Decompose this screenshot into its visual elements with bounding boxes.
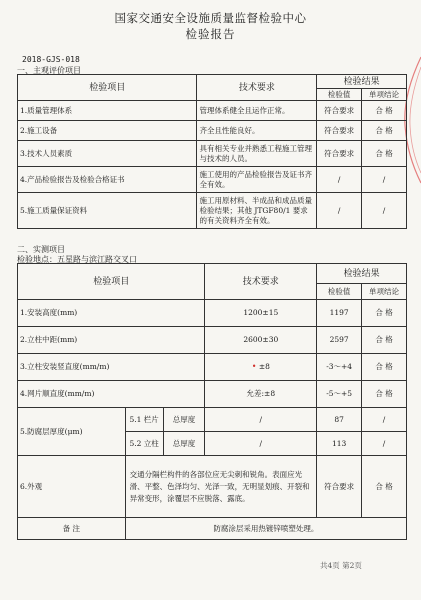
row-requirement: 齐全且性能良好。: [197, 121, 317, 141]
section1-label: 一、主观评价项目: [17, 66, 81, 75]
inspection-location: 检验地点：五星路与滨江路交叉口: [17, 255, 137, 264]
row-conclusion: /: [362, 167, 407, 193]
col-header-conclusion: 单项结论: [362, 284, 407, 300]
row-item: 3.技术人员素质: [18, 141, 197, 167]
row-requirement: 管理体系健全且运作正常。: [197, 101, 317, 121]
row-requirement: /: [205, 408, 317, 432]
row-requirement: 施工用原材料、半成品和成品质量检验结果；其他 JTGF80/1 要求的有关资料齐全有效。: [197, 193, 317, 229]
row-value: /: [317, 167, 362, 193]
col-header-result: 检验结果: [317, 75, 407, 89]
col-header-item: 检验项目: [18, 264, 205, 300]
section2-label: 二、实测项目: [17, 245, 65, 254]
row-value: 符合要求: [317, 141, 362, 167]
table-row: [18, 381, 407, 408]
row-part: 5.1 栏片: [125, 408, 163, 432]
row-value: 符合要求: [317, 456, 362, 518]
row-conclusion: 合 格: [362, 456, 407, 518]
row-item: 4.产品检验报告及检验合格证书: [18, 167, 197, 193]
row-item: 6.外观: [18, 456, 126, 518]
col-header-requirement: 技术要求: [197, 75, 317, 101]
row-item: 5.施工质量保证资料: [18, 193, 197, 229]
col-header-result: 检验结果: [317, 264, 407, 284]
table-row: [18, 300, 407, 327]
col-header-value: 检验值: [317, 284, 362, 300]
row-requirement: 2600±30: [205, 327, 317, 354]
row-conclusion: 合 格: [362, 101, 407, 121]
document-number: 2018-GJS-018: [22, 55, 80, 64]
table-row: [18, 518, 407, 540]
row-metric: 总厚度: [163, 432, 205, 456]
row-requirement: 施工使用的产品检验报告及证书齐全有效。: [197, 167, 317, 193]
row-item: 5.防腐层厚度(μm): [18, 408, 126, 456]
page-number: 共4页 第2页: [320, 561, 362, 570]
col-header-value: 检验值: [317, 89, 362, 101]
row-item: 3.立柱安装竖直度(mm/m): [18, 354, 205, 381]
row-item: 2.立柱中距(mm): [18, 327, 205, 354]
report-subtitle: 检验报告: [185, 27, 236, 41]
table-row: [18, 327, 407, 354]
row-value: 87: [317, 408, 362, 432]
measured-items-table: [17, 263, 407, 540]
row-conclusion: 合 格: [362, 121, 407, 141]
table-row: [18, 141, 407, 167]
row-item: 1.安装高度(mm): [18, 300, 205, 327]
row-requirement: [205, 354, 317, 381]
report-title: 国家交通安全设施质量监督检验中心: [114, 11, 307, 25]
row-requirement: 交通分隔栏构件的各部位应无尖刺和锐角。表面应光滑、平整、色泽均匀、光泽一致，无明显划痕、开裂和异常变形，涂覆层不应脱落、露底。: [125, 456, 317, 518]
row-value: /: [317, 193, 362, 229]
row-value: 1197: [317, 300, 362, 327]
table-row: [18, 121, 407, 141]
row-requirement: 具有相关专业并熟悉工程施工管理与技术的人员。: [197, 141, 317, 167]
row-item: 1.质量管理体系: [18, 101, 197, 121]
col-header-requirement: 技术要求: [205, 264, 317, 300]
col-header-item: 检验项目: [18, 75, 197, 101]
ink-dot-icon: •: [251, 362, 257, 371]
row-conclusion: /: [362, 193, 407, 229]
table-row: [18, 167, 407, 193]
row-conclusion: 合 格: [362, 354, 407, 381]
row-value: -5～+5: [317, 381, 362, 408]
row-conclusion: 合 格: [362, 300, 407, 327]
row-value: 符合要求: [317, 121, 362, 141]
table-row: [18, 354, 407, 381]
row-conclusion: /: [362, 408, 407, 432]
table-row: [18, 193, 407, 229]
row-metric: 总厚度: [163, 408, 205, 432]
row-requirement: /: [205, 432, 317, 456]
row-requirement: 允差:±8: [205, 381, 317, 408]
requirement-text: ±8: [258, 362, 270, 371]
row-conclusion: 合 格: [362, 141, 407, 167]
table-row: [18, 456, 407, 518]
row-conclusion: 合 格: [362, 327, 407, 354]
remark-text: 防腐涂层采用热镀锌喷塑处理。: [125, 518, 406, 540]
row-item: 4.网片顺直度(mm/m): [18, 381, 205, 408]
row-value: -3～+4: [317, 354, 362, 381]
row-value: 符合要求: [317, 101, 362, 121]
subjective-evaluation-table: [17, 74, 407, 229]
row-value: 2597: [317, 327, 362, 354]
row-part: 5.2 立柱: [125, 432, 163, 456]
table-row: [18, 101, 407, 121]
row-value: 113: [317, 432, 362, 456]
row-item: 2.施工设备: [18, 121, 197, 141]
table-row: [18, 408, 407, 432]
row-conclusion: 合 格: [362, 381, 407, 408]
row-requirement: 1200±15: [205, 300, 317, 327]
row-conclusion: /: [362, 432, 407, 456]
remark-label: 备 注: [18, 518, 126, 540]
col-header-conclusion: 单项结论: [362, 89, 407, 101]
